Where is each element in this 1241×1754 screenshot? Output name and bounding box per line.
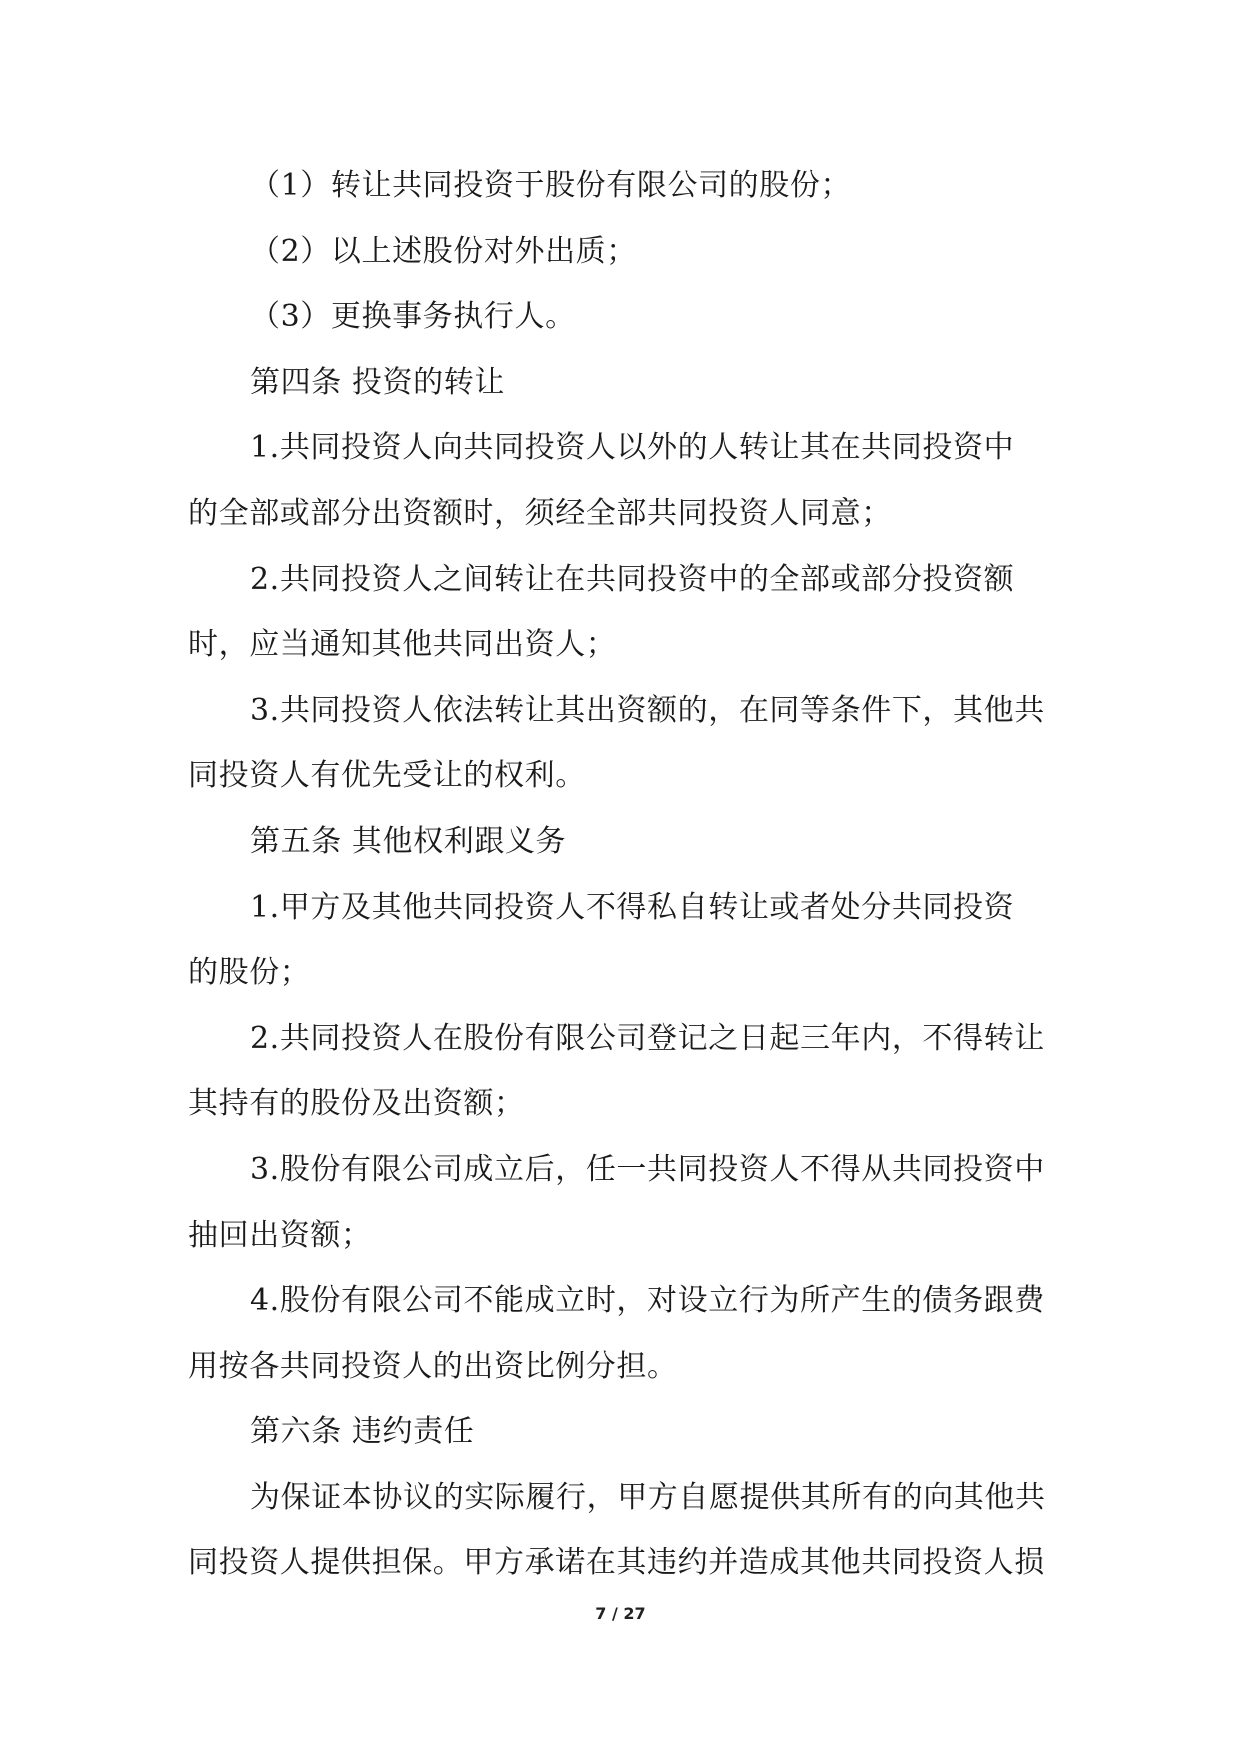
article-4-para-1-line-2: 的全部或部分出资额时，须经全部共同投资人同意； xyxy=(188,495,892,531)
article-5-para-1-line-2: 的股份； xyxy=(188,955,311,991)
article-5-para-2-line-2: 其持有的股份及出资额； xyxy=(188,1086,525,1122)
article-5-heading: 第五条 其他权利跟义务 xyxy=(250,823,567,859)
clause-item-3: （3）更换事务执行人。 xyxy=(250,299,576,335)
article-4-para-3-line-1: 3.共同投资人依法转让其出资额的，在同等条件下，其他共 xyxy=(250,692,1045,728)
page-number: 7 / 27 xyxy=(595,1604,646,1623)
clause-item-1: （1）转让共同投资于股份有限公司的股份； xyxy=(250,168,852,203)
article-4-heading: 第四条 投资的转让 xyxy=(250,364,505,400)
article-4-para-3-line-2: 同投资人有优先受让的权利。 xyxy=(188,758,586,794)
article-4-para-2-line-1: 2.共同投资人之间转让在共同投资中的全部或部分投资额 xyxy=(250,561,1015,597)
article-5-para-2-line-1: 2.共同投资人在股份有限公司登记之日起三年内，不得转让 xyxy=(250,1020,1045,1056)
article-5-para-1-line-1: 1.甲方及其他共同投资人不得私自转让或者处分共同投资 xyxy=(250,889,1015,925)
article-6-para-1-line-2: 同投资人提供担保。甲方承诺在其违约并造成其他共同投资人损 xyxy=(188,1545,1045,1581)
article-6-heading: 第六条 违约责任 xyxy=(250,1414,475,1450)
article-4-para-1-line-1: 1.共同投资人向共同投资人以外的人转让其在共同投资中 xyxy=(250,430,1015,466)
article-4-para-2-line-2: 时，应当通知其他共同出资人； xyxy=(188,627,617,663)
article-5-para-3-line-2: 抽回出资额； xyxy=(188,1217,372,1253)
article-5-para-3-line-1: 3.股份有限公司成立后，任一共同投资人不得从共同投资中 xyxy=(250,1151,1045,1187)
document-body xyxy=(188,153,1053,1596)
clause-item-2: （2）以上述股份对外出质； xyxy=(250,233,637,269)
article-5-para-4-line-2: 用按各共同投资人的出资比例分担。 xyxy=(188,1348,678,1384)
article-6-para-1-line-1: 为保证本协议的实际履行，甲方自愿提供其所有的向其他共 xyxy=(250,1479,1046,1515)
article-5-para-4-line-1: 4.股份有限公司不能成立时，对设立行为所产生的债务跟费 xyxy=(250,1283,1045,1319)
